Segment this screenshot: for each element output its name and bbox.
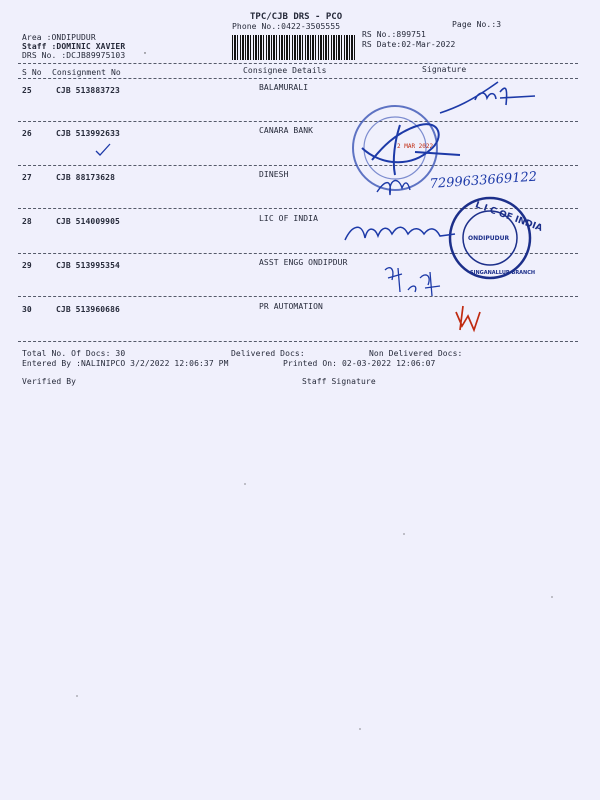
row-consignment: CJB 513960686 bbox=[56, 305, 120, 314]
row-consignment: CJB 514009905 bbox=[56, 217, 120, 226]
row-consignee: CANARA BANK bbox=[259, 126, 314, 135]
row-consignment: CJB 88173628 bbox=[56, 173, 115, 182]
row-sno: 27 bbox=[22, 173, 32, 182]
tick-mark bbox=[96, 144, 110, 155]
staff-name: Staff :DOMINIC XAVIER bbox=[22, 42, 126, 51]
column-signature: Signature bbox=[422, 65, 467, 74]
signature bbox=[456, 306, 480, 330]
verified-by: Verified By bbox=[22, 377, 77, 386]
row-sno: 30 bbox=[22, 305, 32, 314]
stamp-center-text: ONDIPUDUR bbox=[468, 235, 510, 242]
row-consignment: CJB 513995354 bbox=[56, 261, 120, 270]
rs-date: RS Date:02-Mar-2022 bbox=[362, 40, 456, 49]
signature bbox=[440, 82, 535, 113]
row-consignee: BALAMURALI bbox=[259, 83, 309, 92]
row-consignee: PR AUTOMATION bbox=[259, 302, 323, 311]
column-sno: S No bbox=[22, 68, 42, 77]
drs-number: DRS No. :DCJB89975103 bbox=[22, 51, 126, 60]
stamp-lic-text: L I C OF INDIA bbox=[473, 200, 544, 234]
row-consignee: LIC OF INDIA bbox=[259, 214, 318, 223]
row-consignment: CJB 513883723 bbox=[56, 86, 120, 95]
staff-signature-label: Staff Signature bbox=[302, 377, 376, 386]
row-sno: 26 bbox=[22, 129, 32, 138]
row-sno: 29 bbox=[22, 261, 32, 270]
column-consignee: Consignee Details bbox=[243, 66, 327, 75]
lic-stamp bbox=[450, 198, 544, 278]
page-number: Page No.:3 bbox=[452, 20, 502, 29]
signature bbox=[345, 227, 455, 240]
row-consignment: CJB 513992633 bbox=[56, 129, 120, 138]
phone-number: Phone No.:0422-3505555 bbox=[232, 22, 341, 31]
handwritten-phone: 7299633669122 bbox=[429, 169, 538, 192]
stamp-date: 2 MAR 2022 bbox=[397, 143, 434, 150]
rs-number: RS No.:899751 bbox=[362, 30, 426, 39]
row-sno: 28 bbox=[22, 217, 32, 226]
printed-on: Printed On: 02-03-2022 12:06:07 bbox=[283, 359, 436, 368]
delivered-docs: Delivered Docs: bbox=[231, 349, 305, 358]
signature bbox=[385, 268, 440, 296]
row-consignee: DINESH bbox=[259, 170, 289, 179]
non-delivered-docs: Non Delivered Docs: bbox=[369, 349, 463, 358]
total-docs: Total No. Of Docs: 30 bbox=[22, 349, 126, 358]
column-consignment: Consignment No bbox=[52, 68, 121, 77]
stamp-branch-text: SINGANALLUR BRANCH bbox=[470, 270, 536, 276]
area: Area :ONDIPUDUR bbox=[22, 33, 96, 42]
row-consignee: ASST ENGG ONDIPDUR bbox=[259, 258, 348, 267]
entered-by: Entered By :NALINIPCO 3/2/2022 12:06:37 PM bbox=[22, 359, 229, 368]
row-sno: 25 bbox=[22, 86, 32, 95]
document-title: TPC/CJB DRS - PCO bbox=[250, 12, 343, 22]
